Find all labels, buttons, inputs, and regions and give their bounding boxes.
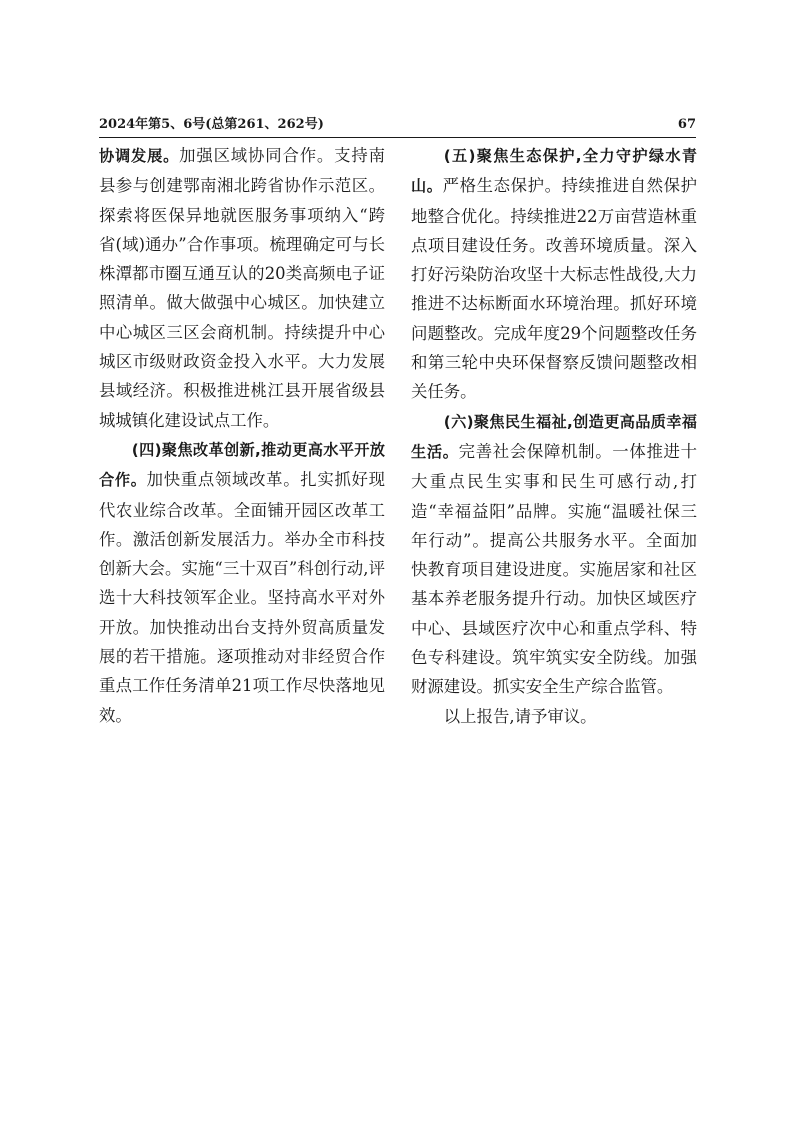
left-column	[99, 141, 385, 730]
section-heading-4: (四)聚焦改革创新,推动更高水平开放合作。	[99, 440, 385, 490]
paragraph-lead: 协调发展。	[99, 147, 180, 165]
page-header	[99, 117, 696, 137]
paragraph-body: 完善社会保障机制。一体推进十大重点民生实事和民生可感行动,打造“幸福益阳”品牌。实施“温暖社保三年行动”。提高公共服务水平。全面加快教育项目建设进度。实施居家和社区基本养老服务提升行动。加快区域医疗中心、县域医疗次中心和重点学科、特色专科建设。筑牢筑实安全防线。加强财源建设。抓实安全生产综合监管。	[411, 441, 698, 697]
issue-info: 2024年第5、6号(总第261、262号)	[99, 117, 324, 132]
paragraph-coordinated-development	[99, 141, 385, 435]
paragraph-body: 严格生态保护。持续推进自然保护地整合优化。持续推进22万亩营造林重点项目建设任务。改善环境质量。深入打好污染防治攻坚十大标志性战役,大力推进不达标断面水环境治理。抓好环境问题整改。完成年度29个问题整改任务和第三轮中央环保督察反馈问题整改相关任务。	[411, 176, 698, 402]
section-heading-6: (六)聚焦民生福祉,创造更高品质幸福生活。	[411, 412, 697, 461]
paragraph-livelihood	[411, 407, 697, 702]
closing-statement: 以上报告,请予审议。	[443, 706, 597, 726]
page-number: 67	[677, 117, 696, 132]
paragraph-body: 加快重点领域改革。扎实抓好现代农业综合改革。全面铺开园区改革工作。激活创新发展活力。举办全市科技创新大会。实施“三十双百”科创行动,评选十大科技领军企业。坚持高水平对外开放。加快推动出台支持外贸高质量发展的若干措施。逐项推动对非经贸合作重点工作任务清单21项工作尽快落地见效。	[99, 470, 386, 725]
right-column	[411, 141, 697, 731]
header-divider	[99, 137, 696, 138]
paragraph-closing	[411, 702, 697, 731]
paragraph-ecological-protection	[411, 141, 697, 407]
paragraph-body: 加强区域协同合作。支持南县参与创建鄂南湘北跨省协作示范区。探索将医保异地就医服务事项纳入“跨省(域)通办”合作事项。梳理确定可与长株潭都市圈互通互认的20类高频电子证照清单。做大做强中心城区。加快建立中心城区三区会商机制。持续提升中心城区市级财政资金投入水平。大力发展县域经济。积极推进桃江县开展省级县城城镇化建设试点工作。	[99, 146, 386, 430]
section-heading-5: (五)聚焦生态保护,全力守护绿水青山。	[411, 147, 697, 196]
paragraph-reform-innovation	[99, 435, 385, 730]
